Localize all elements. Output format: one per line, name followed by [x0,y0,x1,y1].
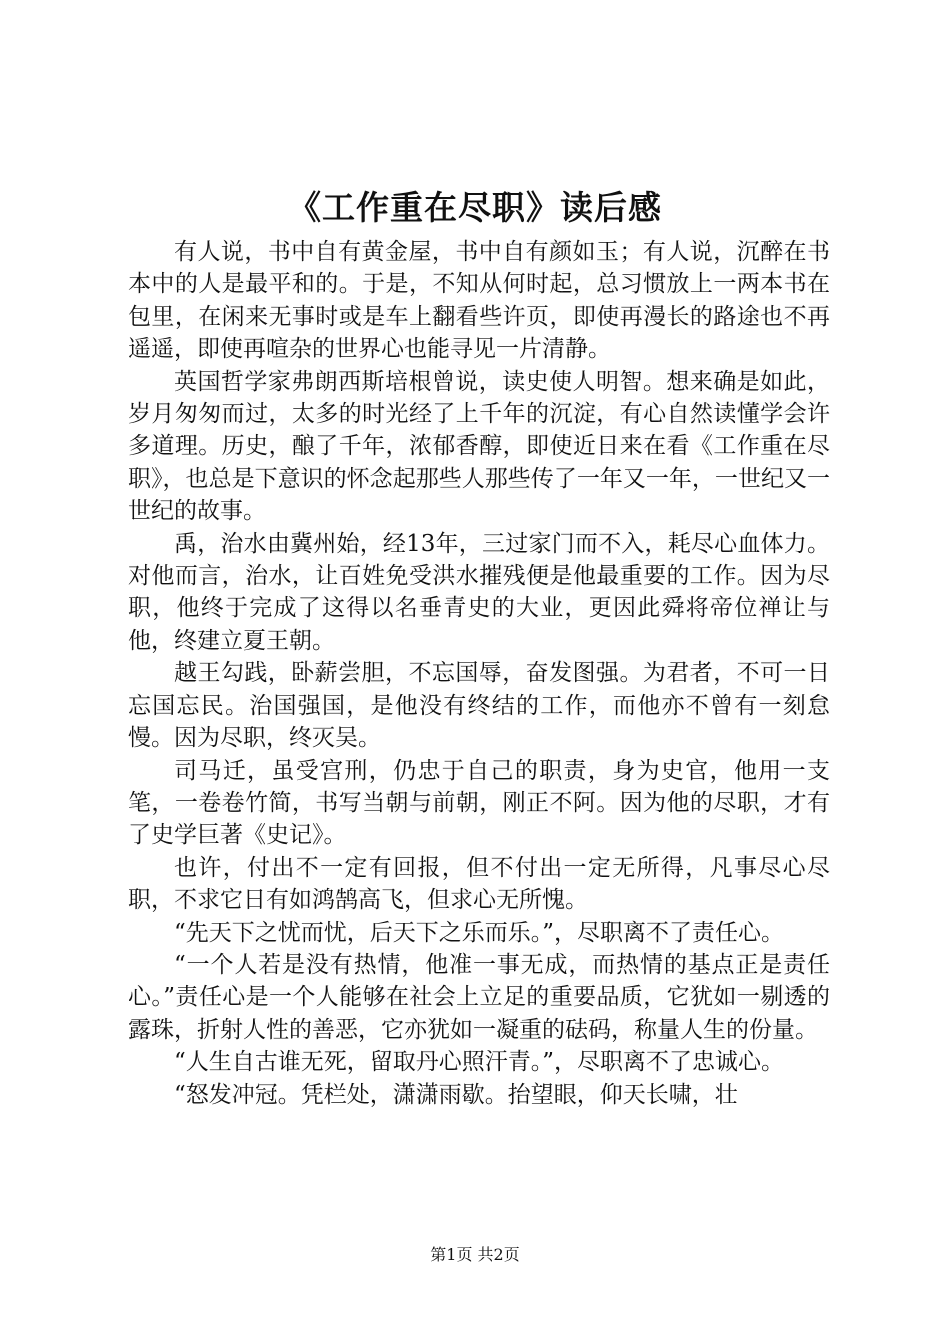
paragraph: 英国哲学家弗朗西斯培根曾说，读史使人明智。想来确是如此，岁月匆匆而过，太多的时光经了上千年的沉淀，有心自然读懂学会许多道理。历史，酿了千年，浓郁香醇，即使近日来在看《工作重在尽职》，也总是下意识的怀念起那些人那些传了一年又一年，一世纪又一世纪的故事。 [128,368,830,525]
paragraph: “先天下之忧而忧，后天下之乐而乐。”，尽职离不了责任心。 [174,919,785,946]
page-number-label: 第1页 共2页 [430,1245,520,1264]
paragraph: 也许，付出不一定有回报，但不付出一定无所得，凡事尽心尽职，不求它日有如鸿鹄高飞，但求心无所愧。 [128,854,830,914]
paragraph: “怒发冲冠。凭栏处，潇潇雨歇。抬望眼，仰天长啸，壮 [174,1081,738,1108]
paragraph: “人生自古谁无死，留取丹心照汗青。”，尽职离不了忠诚心。 [174,1049,785,1076]
paragraph: 越王勾践，卧薪尝胆，不忘国辱，奋发图强。为君者，不可一日忘国忘民。治国强国，是他没有终结的工作，而他亦不曾有一刻怠慢。因为尽职，终灭吴。 [128,660,830,752]
paragraph: 司马迁，虽受宫刑，仍忠于自己的职责，身为史官，他用一支笔，一卷卷竹简，书写当朝与前朝，刚正不阿。因为他的尽职，才有了史学巨著《史记》。 [128,757,830,849]
paragraph: 有人说，书中自有黄金屋，书中自有颜如玉；有人说，沉醉在书本中的人是最平和的。于是，不知从何时起，总习惯放上一两本书在包里，在闲来无事时或是车上翻看些许页，即使再漫长的路途也不再遥遥，即使再喧杂的世界心也能寻见一片清静。 [128,239,830,363]
paragraph: 禹，治水由冀州始，经13年，三过家门而不入，耗尽心血体力。对他而言，治水，让百姓免受洪水摧残便是他最重要的工作。因为尽职，他终于完成了这得以名垂青史的大业，更因此舜将帝位禅让与他，终建立夏王朝。 [128,530,830,654]
document-body [128,236,830,1111]
document-title: 《工作重在尽职》读后感 [288,188,662,227]
paragraph: “一个人若是没有热情，他准一事无成，而热情的基点正是责任心。”责任心是一个人能够在社会上立足的重要品质，它犹如一剔透的露珠，折射人性的善恶，它亦犹如一凝重的砝码，称量人生的份量。 [128,951,830,1043]
page-footer [0,1244,950,1266]
